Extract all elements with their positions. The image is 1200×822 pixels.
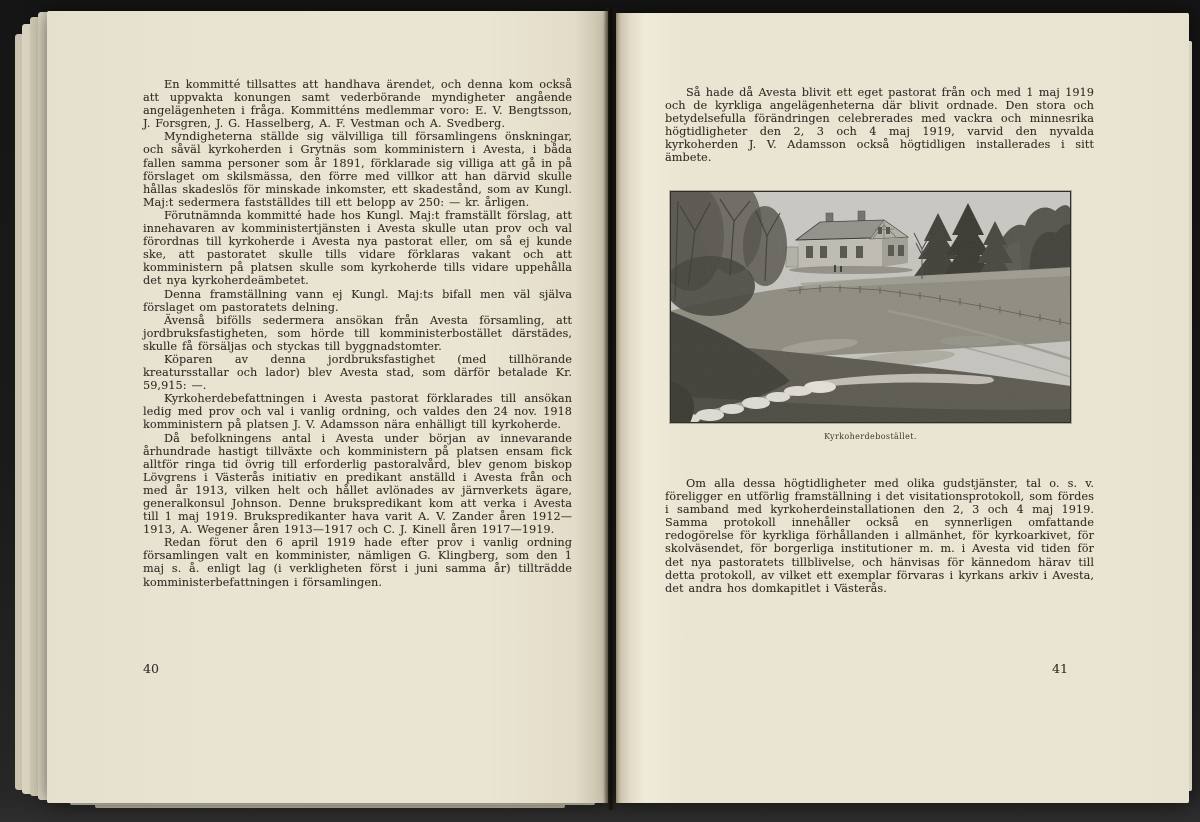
page-number-right: 41 (1052, 661, 1068, 676)
photo-caption: Kyrkoherdebostället. (824, 432, 917, 441)
page-stack-edge-bottom (95, 805, 565, 808)
right-page (616, 13, 1189, 803)
paragraph: Redan förut den 6 april 1919 hade efter prov i vanlig ordning församlingen valt en komminister, nämligen G. Klingberg, som den 1 maj s. å. enligt lag (i verkligheten först i juni samma år) tillträdde komministerbefattningen i församlingen. (143, 536, 572, 589)
right-text-column-top (665, 86, 1094, 165)
book-gutter (603, 8, 619, 810)
parsonage-photograph (670, 191, 1071, 423)
left-text-column (143, 78, 572, 589)
paragraph: Kyrkoherdebefattningen i Avesta pastorat förklarades till ansökan ledig med prov och val i vanlig ordning, och valdes den 24 nov. 1918 komministern på platsen J. V. Adamsson nära enhälligt till kyrkoherde. (143, 392, 572, 432)
paragraph: Om alla dessa högtidligheter med olika gudstjänster, tal o. s. v. föreligger en utförlig framställning i det visitationsprotokoll, som fördes i samband med kyrkoherdeinstallationen den 2, 3 och 4 maj 1919. Samma protokoll innehåller också en synnerligen omfattande redogörelse för kyrkliga förhållanden i allmänhet, för kyrkoarkivet, för skolväsendet, för borgerliga institutioner m. m. i Avesta vid tiden för det nya pastoratets tillblivelse, och hänvisas för kännedom härav till detta protokoll, av vilket ett exemplar förvaras i kyrkans arkiv i Avesta, det andra hos domkapitlet i Västerås. (665, 477, 1094, 595)
paragraph: En kommitté tillsattes att handhava ärendet, och denna kom också att uppvakta konungen samt vederbörande myndigheter angående angelägenheten i fråga. Kommitténs medlemmar voro: E. V. Bengtsson, J. Forsgren, J. G. Hasselberg, A. F. Vestman och A. Svedberg. (143, 78, 572, 131)
paragraph: Köparen av denna jordbruksfastighet (med tillhörande kreatursstallar och lador) blev Avesta stad, som därför betalade Kr. 59,915: —. (143, 352, 572, 393)
paragraph: Denna framställning vann ej Kungl. Maj:ts bifall men väl själva förslaget om pastoratets delning. (143, 287, 572, 314)
right-text-column-bottom (665, 477, 1094, 595)
paragraph: Så hade då Avesta blivit ett eget pastorat från och med 1 maj 1919 och de kyrkliga angelägenheterna där blivit ordnade. Den stora och betydelsefulla förändringen celebrerades med vackra och minnesrika högtidligheter den 2, 3 och 4 maj 1919, varvid den nyvalda kyrkoherden J. V. Adamsson också högtidligen installerades i sitt ämbete. (665, 86, 1094, 165)
paragraph: Myndigheterna ställde sig välvilliga till församlingens önskningar, och såväl kyrkoherden i Grytnäs som komministern i Avesta, i båda fallen samma personer som år 1891, förklarade sig villiga att gå in på förslaget om skilsmässa, den förre med villkor att han därvid skulle hållas skadeslös för minskade inkomster, ett skadestånd, som av Kungl. Maj:t sedermera fastställdes till ett belopp av 250: — kr. årligen. (143, 130, 572, 209)
paragraph: Ävenså bifölls sedermera ansökan från Avesta församling, att jordbruksfastigheten, som hörde till komministerbostället därstädes, skulle få försäljas och styckas till byggnadstomter. (143, 313, 572, 353)
left-page (47, 11, 608, 803)
paragraph: Då befolkningens antal i Avesta under början av innevarande århundrade hastigt tillväxte och komministern på platsen ensam fick alltför ringa tid övrig till erforderlig pastoralvård, blev genom biskop Lövgrens i Västerås initiativ en predikant anställd i Avesta från och med år 1913, vilken helt och hållet avlönades av järnverkets ägare, generalkonsul Johnson. Denne brukspredikant kom att verka i Avesta till 1 maj 1919. Brukspredikanter hava varit A. V. Zander åren 1912—1913, A. Wegener åren 1913—1917 och C. J. Kinell åren 1917—1919. (143, 431, 572, 537)
page-number-left: 40 (143, 661, 159, 676)
paragraph: Förutnämnda kommitté hade hos Kungl. Maj:t framställt förslag, att innehavaren av komministertjänsten i Avesta skulle utan prov och val förordnas till kyrkoherde i Avesta nya pastorat eller, om så ej kunde ske, att pastoratet skulle tills vidare förklaras vakant och att komministern på platsen skulle som kyrkoherde tills vidare uppehålla det nya kyrkoherdeämbetet. (143, 208, 572, 288)
